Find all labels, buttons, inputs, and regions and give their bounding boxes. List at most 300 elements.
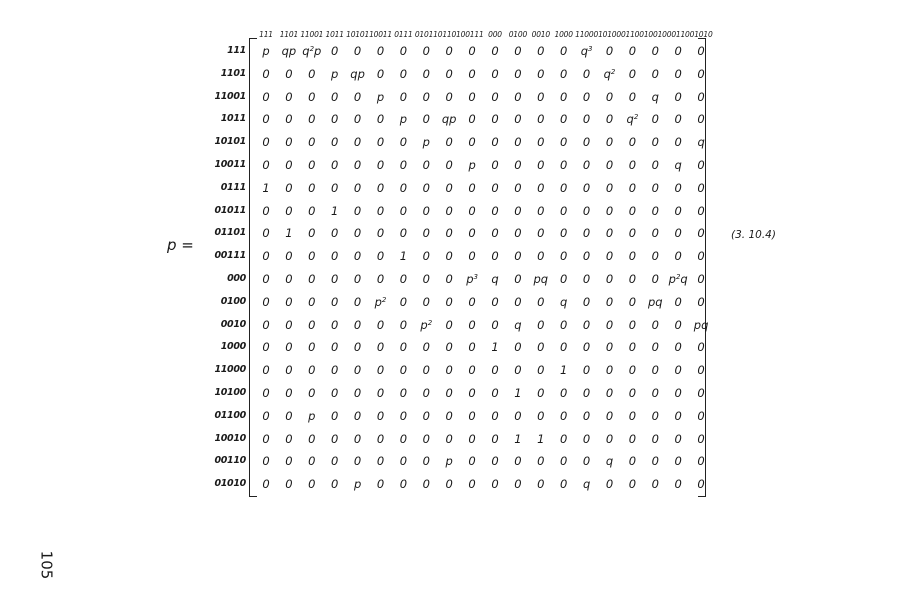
- matrix-entry: 0: [697, 249, 705, 264]
- matrix-entry: pq: [647, 294, 663, 309]
- column-label: 000: [488, 30, 502, 39]
- matrix-entry: 0: [468, 112, 476, 127]
- matrix-entry: 0: [308, 158, 316, 172]
- matrix-entry: 0: [537, 226, 545, 241]
- matrix-entry: 0: [285, 112, 293, 127]
- matrix-entry: 0: [674, 340, 682, 355]
- matrix-entry: 0: [445, 203, 453, 218]
- matrix-entry: 0: [399, 340, 408, 355]
- matrix-entry: 0: [353, 180, 362, 195]
- matrix-entry: 0: [468, 477, 476, 492]
- matrix-entry: 0: [285, 272, 293, 286]
- matrix-entry: 0: [262, 112, 270, 127]
- matrix-entry: 0: [399, 386, 408, 400]
- matrix-entry: 0: [445, 66, 453, 81]
- matrix-entry: 0: [399, 272, 408, 286]
- matrix-entry: 0: [445, 249, 453, 264]
- matrix-entry: 0: [560, 135, 568, 150]
- matrix-entry: 0: [376, 454, 385, 469]
- matrix-entry: 0: [651, 249, 659, 264]
- matrix-entry: 0: [285, 386, 293, 400]
- matrix-entry: 1: [537, 431, 545, 446]
- matrix-entry: 0: [514, 203, 522, 218]
- matrix-entry: 0: [308, 363, 316, 378]
- matrix-entry: q: [605, 454, 614, 469]
- matrix-entry: 0: [399, 180, 408, 195]
- matrix-entry: 0: [491, 249, 499, 264]
- matrix-entry: 0: [674, 226, 682, 241]
- matrix-entry: p: [353, 477, 362, 492]
- matrix-entry: 0: [651, 112, 659, 127]
- matrix-entry: 0: [376, 135, 385, 150]
- matrix-entry: 0: [285, 317, 293, 332]
- matrix-entry: 0: [491, 431, 499, 446]
- matrix-entry: 1: [514, 386, 522, 400]
- matrix-entry: p: [422, 135, 430, 150]
- matrix-entry: 0: [331, 112, 339, 127]
- row-label: 0010: [220, 318, 246, 330]
- matrix-entry: 0: [605, 203, 614, 218]
- matrix-entry: 0: [605, 226, 614, 241]
- matrix-entry: 0: [376, 203, 385, 218]
- matrix-entry: 0: [582, 340, 591, 355]
- matrix-entry: 0: [514, 363, 522, 378]
- matrix-entry: 0: [399, 89, 408, 104]
- matrix-entry: 0: [399, 226, 408, 241]
- row-label: 11001: [214, 90, 246, 102]
- matrix-entry: qp: [441, 112, 457, 127]
- matrix-entry: 0: [376, 158, 385, 172]
- matrix-entry: 0: [674, 180, 682, 195]
- column-label: 10010: [643, 30, 667, 39]
- matrix-entry: 0: [468, 317, 476, 332]
- matrix-entry: 0: [353, 454, 362, 469]
- matrix-entry: 0: [376, 180, 385, 195]
- matrix-entry: 0: [262, 249, 270, 264]
- matrix-entry: 0: [353, 408, 362, 423]
- matrix-entry: p: [399, 112, 408, 127]
- matrix-entry: 0: [422, 454, 430, 469]
- matrix-entry: 0: [422, 294, 430, 309]
- column-label: 11000: [575, 30, 599, 39]
- matrix-entry: 0: [697, 408, 705, 423]
- matrix-entry: qp: [350, 66, 365, 81]
- column-label: 10101: [346, 30, 370, 39]
- matrix-entry: 0: [560, 272, 568, 286]
- matrix-entry: 0: [353, 272, 362, 286]
- matrix-entry: 0: [651, 135, 659, 150]
- matrix-entry: 0: [514, 408, 522, 423]
- matrix-entry: 0: [537, 112, 545, 127]
- matrix-entry: 0: [468, 203, 476, 218]
- matrix-entry: 0: [353, 158, 362, 172]
- matrix-entry: 0: [560, 249, 568, 264]
- matrix-entry: 0: [560, 112, 568, 127]
- matrix-entry: 0: [445, 44, 453, 58]
- matrix-entry: 0: [582, 249, 591, 264]
- matrix-entry: 0: [628, 89, 637, 104]
- matrix-entry: 0: [560, 158, 568, 172]
- matrix-entry: 0: [331, 454, 339, 469]
- matrix-entry: 0: [308, 203, 316, 218]
- matrix-entry: 0: [262, 272, 270, 286]
- matrix-entry: 0: [582, 294, 591, 309]
- equation-number: (3. 10.4): [731, 229, 776, 241]
- matrix-entry: 0: [491, 363, 499, 378]
- column-label: 01011: [414, 30, 438, 39]
- matrix-entry: 0: [445, 408, 453, 423]
- matrix-entry: 0: [560, 44, 568, 58]
- matrix-entry: $p^2$: [374, 294, 387, 309]
- matrix-entry: 0: [376, 477, 385, 492]
- matrix-entry: 0: [308, 89, 316, 104]
- matrix-entry: 0: [331, 294, 339, 309]
- matrix-entry: 0: [445, 180, 453, 195]
- matrix-entry: 0: [353, 317, 362, 332]
- column-label: 11001: [300, 30, 324, 39]
- matrix-entry: 0: [674, 408, 682, 423]
- matrix-entry: pq: [533, 272, 549, 286]
- matrix-entry: q: [560, 294, 568, 309]
- row-label: 10010: [214, 432, 246, 444]
- matrix-entry: 0: [445, 363, 453, 378]
- row-label: 111: [227, 45, 246, 56]
- matrix-entry: 0: [331, 408, 339, 423]
- matrix-entry: 0: [308, 272, 316, 286]
- matrix-entry: 0: [628, 386, 637, 400]
- matrix-entry: 0: [651, 340, 659, 355]
- matrix-entry: 0: [376, 340, 385, 355]
- matrix-entry: 0: [308, 340, 316, 355]
- matrix-entry: 0: [560, 477, 568, 492]
- matrix-entry: 0: [331, 340, 339, 355]
- matrix-entry: 0: [582, 180, 591, 195]
- matrix-entry: 0: [399, 408, 408, 423]
- matrix-entry: 0: [560, 386, 568, 400]
- matrix-entry: 0: [376, 112, 385, 127]
- matrix-entry: 0: [628, 226, 637, 241]
- matrix-entry: 0: [514, 340, 522, 355]
- matrix-entry: 0: [308, 454, 316, 469]
- matrix-entry: 0: [262, 226, 270, 241]
- row-label: 01100: [214, 409, 246, 421]
- matrix-entry: 0: [422, 249, 430, 264]
- matrix-entry: 0: [674, 294, 682, 309]
- matrix-entry: 0: [537, 386, 545, 400]
- matrix-entry: 1: [491, 340, 499, 355]
- column-label: 111: [259, 30, 273, 39]
- matrix-symbol: p =: [167, 236, 194, 254]
- matrix-entry: 0: [560, 454, 568, 469]
- matrix-entry: 0: [331, 386, 339, 400]
- matrix-entry: 0: [605, 340, 614, 355]
- row-label: 000: [227, 273, 246, 284]
- matrix-entry: 0: [514, 477, 522, 492]
- matrix-entry: 0: [285, 454, 293, 469]
- matrix-entry: 0: [285, 431, 293, 446]
- matrix-entry: 0: [376, 408, 385, 423]
- matrix-entry: 0: [651, 454, 659, 469]
- matrix-entry: 0: [422, 66, 430, 81]
- matrix-entry: 0: [445, 89, 453, 104]
- matrix-entry: 0: [651, 317, 659, 332]
- matrix-entry: 0: [422, 112, 430, 127]
- matrix-entry: 0: [628, 317, 637, 332]
- row-label: 10101: [214, 136, 246, 148]
- matrix-entry: 1: [399, 249, 408, 264]
- matrix-entry: 0: [376, 317, 385, 332]
- matrix-entry: 0: [697, 226, 705, 241]
- matrix-entry: 0: [468, 226, 476, 241]
- column-label: 10100: [598, 30, 621, 39]
- matrix-entry: $q^2p$: [302, 44, 322, 58]
- matrix-entry: 0: [537, 294, 545, 309]
- matrix-entry: 0: [468, 294, 476, 309]
- matrix-entry: 0: [605, 44, 614, 58]
- matrix-entry: $p^2$: [420, 317, 433, 332]
- matrix-entry: 0: [537, 180, 545, 195]
- matrix-entry: 0: [605, 408, 614, 423]
- matrix-entry: 0: [537, 317, 545, 332]
- matrix-entry: 0: [582, 386, 591, 400]
- matrix-entry: 0: [605, 272, 614, 286]
- matrix-entry: 0: [308, 294, 316, 309]
- matrix-entry: 0: [331, 135, 339, 150]
- row-label: 0100: [220, 295, 246, 307]
- matrix-entry: 0: [308, 317, 316, 332]
- matrix-entry: 0: [468, 386, 476, 400]
- matrix-entry: 1: [285, 226, 293, 241]
- matrix-entry: 0: [262, 158, 270, 172]
- matrix-entry: 0: [422, 89, 430, 104]
- matrix-entry: p: [376, 89, 385, 104]
- matrix-entry: 0: [468, 180, 476, 195]
- matrix-entry: 0: [537, 454, 545, 469]
- matrix-entry: 0: [697, 272, 705, 286]
- matrix-entry: 0: [697, 112, 705, 127]
- matrix-entry: 0: [331, 180, 339, 195]
- matrix-entry: 0: [262, 66, 270, 81]
- matrix-entry: 0: [285, 249, 293, 264]
- matrix-entry: 0: [399, 477, 408, 492]
- matrix-entry: 0: [605, 89, 614, 104]
- matrix-entry: 0: [491, 180, 499, 195]
- matrix-entry: 0: [491, 454, 499, 469]
- matrix-entry: 0: [353, 386, 362, 400]
- column-label: 1011: [325, 30, 344, 39]
- matrix-entry: 0: [651, 226, 659, 241]
- matrix-entry: 0: [468, 135, 476, 150]
- matrix-entry: 0: [308, 226, 316, 241]
- matrix-entry: 0: [285, 363, 293, 378]
- matrix-entry: 1: [514, 431, 522, 446]
- matrix-entry: 0: [697, 89, 705, 104]
- matrix-entry: 0: [353, 249, 362, 264]
- matrix-entry: 0: [445, 340, 453, 355]
- matrix-entry: 0: [628, 180, 637, 195]
- matrix-entry: 0: [605, 317, 614, 332]
- matrix-entry: 0: [422, 272, 430, 286]
- matrix-entry: 0: [514, 44, 522, 58]
- matrix-entry: 0: [514, 66, 522, 81]
- matrix-entry: 0: [445, 294, 453, 309]
- column-label: 01101: [437, 30, 461, 39]
- matrix-entry: p: [468, 158, 476, 172]
- matrix-entry: 0: [262, 294, 270, 309]
- matrix-entry: 0: [697, 44, 705, 58]
- matrix-entry: 0: [560, 226, 568, 241]
- matrix-entry: 0: [376, 66, 385, 81]
- matrix-entry: 0: [537, 477, 545, 492]
- matrix-entry: 0: [376, 226, 385, 241]
- matrix-entry: 0: [262, 408, 270, 423]
- matrix-entry: 0: [537, 66, 545, 81]
- matrix-entry: 0: [285, 180, 293, 195]
- matrix-entry: 0: [514, 112, 522, 127]
- matrix-entry: 0: [422, 408, 430, 423]
- matrix-entry: 0: [331, 249, 339, 264]
- matrix-entry: 0: [628, 135, 637, 150]
- column-label: 0010: [531, 30, 550, 39]
- right-matrix-bracket: [698, 38, 706, 497]
- matrix-entry: 0: [605, 112, 614, 127]
- matrix-entry: 0: [285, 89, 293, 104]
- matrix-entry: 0: [605, 431, 614, 446]
- matrix-entry: 0: [308, 66, 316, 81]
- matrix-entry: 0: [514, 272, 522, 286]
- matrix-entry: 0: [605, 135, 614, 150]
- matrix-entry: 0: [582, 408, 591, 423]
- matrix-entry: 0: [628, 477, 637, 492]
- matrix-entry: 0: [285, 294, 293, 309]
- matrix-entry: 0: [491, 386, 499, 400]
- matrix-entry: 0: [331, 44, 339, 58]
- matrix-entry: 0: [308, 386, 316, 400]
- matrix-entry: 0: [560, 340, 568, 355]
- matrix-entry: 0: [262, 363, 270, 378]
- matrix-entry: 0: [674, 44, 682, 58]
- matrix-entry: 0: [560, 66, 568, 81]
- matrix-entry: q: [582, 477, 591, 492]
- matrix-entry: 0: [697, 203, 705, 218]
- matrix-entry: 0: [514, 89, 522, 104]
- matrix-entry: 0: [651, 158, 659, 172]
- matrix-entry: 0: [262, 477, 270, 492]
- matrix-entry: 0: [399, 158, 408, 172]
- matrix-entry: 0: [674, 249, 682, 264]
- matrix-entry: 0: [537, 363, 545, 378]
- matrix-entry: 0: [605, 363, 614, 378]
- matrix-entry: 0: [285, 66, 293, 81]
- matrix-entry: 0: [651, 180, 659, 195]
- matrix-entry: 0: [674, 203, 682, 218]
- matrix-entry: 1: [560, 363, 568, 378]
- matrix-entry: 0: [285, 158, 293, 172]
- matrix-entry: 0: [422, 44, 430, 58]
- matrix-entry: 0: [628, 431, 637, 446]
- matrix-entry: 0: [376, 272, 385, 286]
- matrix-entry: 0: [582, 66, 591, 81]
- matrix-entry: 0: [376, 249, 385, 264]
- matrix-entry: 0: [491, 89, 499, 104]
- matrix-entry: 0: [674, 454, 682, 469]
- matrix-entry: 0: [445, 386, 453, 400]
- matrix-entry: 0: [422, 431, 430, 446]
- matrix-entry: 0: [514, 294, 522, 309]
- matrix-entry: 0: [605, 294, 614, 309]
- matrix-entry: 0: [491, 408, 499, 423]
- matrix-entry: p: [331, 66, 339, 81]
- matrix-entry: 0: [353, 294, 362, 309]
- matrix-entry: 0: [445, 135, 453, 150]
- matrix-entry: 0: [491, 226, 499, 241]
- matrix-entry: q: [491, 272, 499, 286]
- matrix-entry: 0: [582, 454, 591, 469]
- matrix-entry: 1: [331, 203, 339, 218]
- matrix-entry: 0: [468, 44, 476, 58]
- matrix-entry: 0: [582, 158, 591, 172]
- matrix-entry: 0: [537, 89, 545, 104]
- matrix-entry: q: [514, 317, 522, 332]
- matrix-entry: 0: [605, 386, 614, 400]
- matrix-entry: 0: [331, 477, 339, 492]
- row-label: 1011: [220, 113, 246, 125]
- matrix-entry: 0: [628, 44, 637, 58]
- matrix-entry: 0: [628, 363, 637, 378]
- matrix-entry: 0: [262, 431, 270, 446]
- row-label: 01010: [214, 478, 246, 490]
- matrix-entry: 0: [560, 203, 568, 218]
- matrix-entry: 0: [331, 226, 339, 241]
- matrix-entry: 0: [491, 112, 499, 127]
- row-label: 01101: [214, 227, 246, 239]
- matrix-entry: $q^2$: [603, 66, 616, 81]
- matrix-entry: 0: [468, 454, 476, 469]
- matrix-entry: 0: [262, 203, 270, 218]
- matrix-entry: 0: [560, 317, 568, 332]
- matrix-entry: 0: [628, 158, 637, 172]
- matrix-entry: 0: [445, 477, 453, 492]
- matrix-entry: 0: [491, 477, 499, 492]
- matrix-entry: 0: [331, 431, 339, 446]
- matrix-entry: $p^2q$: [668, 272, 688, 286]
- matrix-entry: 0: [445, 226, 453, 241]
- matrix-entry: 0: [422, 340, 430, 355]
- matrix-entry: 0: [445, 317, 453, 332]
- matrix-entry: 0: [331, 272, 339, 286]
- column-label: 0100: [508, 30, 528, 39]
- matrix-entry: p: [308, 408, 316, 423]
- matrix-entry: 0: [353, 135, 362, 150]
- row-label: 1101: [220, 67, 246, 79]
- matrix-entry: 0: [468, 408, 476, 423]
- matrix-entry: 0: [514, 180, 522, 195]
- column-label: 01010: [689, 30, 713, 39]
- matrix-entry: 0: [308, 431, 316, 446]
- matrix-entry: 0: [605, 158, 614, 172]
- matrix-entry: p: [445, 454, 453, 469]
- matrix-entry: 0: [399, 317, 408, 332]
- matrix-entry: 0: [399, 203, 408, 218]
- matrix-entry: 0: [308, 477, 316, 492]
- matrix-entry: 0: [697, 431, 705, 446]
- matrix-entry: 0: [537, 203, 545, 218]
- matrix-entry: 0: [514, 249, 522, 264]
- matrix-entry: 0: [514, 158, 522, 172]
- matrix-entry: pq: [693, 317, 709, 332]
- row-label: 10011: [214, 159, 246, 170]
- row-label: 1000: [220, 341, 246, 353]
